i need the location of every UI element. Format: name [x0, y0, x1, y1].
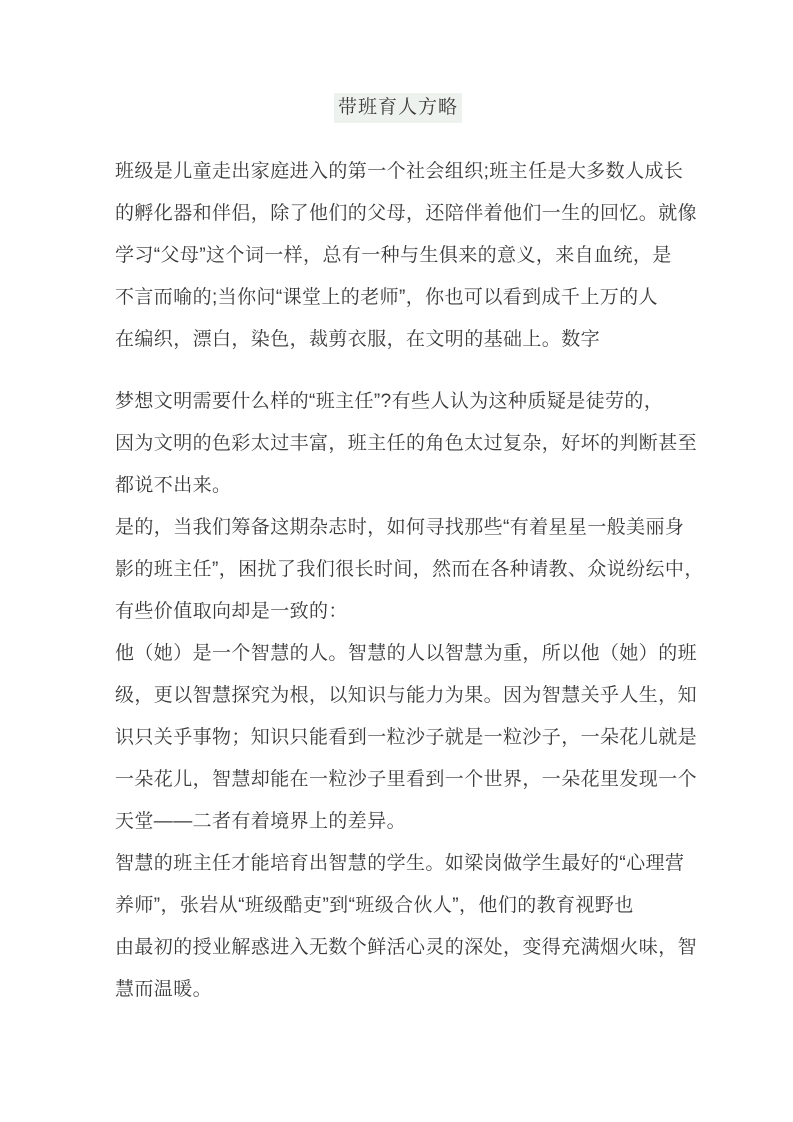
text-line: 识只关乎事物；知识只能看到一粒沙子就是一粒沙子，一朵花儿就是	[115, 727, 698, 748]
text-line: 一朵花儿，智慧却能在一粒沙子里看到一个世界，一朵花里发现一个	[115, 769, 698, 790]
text-line: 慧而温暖。	[115, 979, 213, 1000]
text-line: 智慧的班主任才能培育出智慧的学生。如梁岗做学生最好的“心理营	[115, 853, 685, 874]
text-line: 学习“父母”这个词一样，总有一种与生俱来的意义，来自血统，是	[115, 245, 672, 266]
paragraph	[115, 151, 698, 361]
text-line: 都说不出来。	[115, 475, 232, 496]
title-row	[115, 93, 681, 123]
text-line: 他（她）是一个智慧的人。智慧的人以智慧为重，所以他（她）的班	[115, 643, 698, 664]
text-line: 影的班主任”，困扰了我们很长时间，然而在各种请教、众说纷纭中，	[115, 559, 704, 580]
text-line: 班级是儿童走出家庭进入的第一个社会组织;班主任是大多数人成长	[115, 161, 684, 182]
text-line: 养师”，张岩从“班级酷吏”到“班级合伙人”，他们的教育视野也	[115, 895, 634, 916]
text-line: 在编织，漂白，染色，裁剪衣服，在文明的基础上。数字	[115, 329, 601, 350]
text-line: 天堂——二者有着境界上的差异。	[115, 811, 407, 832]
text-line: 的孵化器和伴侣，除了他们的父母，还陪伴着他们一生的回忆。就像	[115, 203, 698, 224]
text-line: 是的，当我们筹备这期杂志时，如何寻找那些“有着星星一般美丽身	[115, 517, 685, 538]
page-title: 带班育人方略	[334, 93, 462, 123]
text-line: 因为文明的色彩太过丰富，班主任的角色太过复杂，好坏的判断甚至	[115, 433, 698, 454]
text-line: 级，更以智慧探究为根，以知识与能力为果。因为智慧关乎人生，知	[115, 685, 698, 706]
document-body	[115, 151, 704, 1011]
paragraph	[115, 843, 698, 1011]
paragraph	[115, 633, 698, 843]
text-line: 有些价值取向却是一致的：	[115, 601, 348, 622]
document-content	[115, 93, 704, 1011]
text-line: 不言而喻的;当你问“课堂上的老师”，你也可以看到成千上万的人	[115, 287, 658, 308]
paragraph	[115, 381, 698, 507]
text-line: 由最初的授业解惑进入无数个鲜活心灵的深处，变得充满烟火味，智	[115, 937, 698, 958]
text-line: 梦想文明需要什么样的“班主任”?有些人认为这种质疑是徒劳的，	[115, 391, 664, 412]
paragraph	[115, 507, 704, 633]
